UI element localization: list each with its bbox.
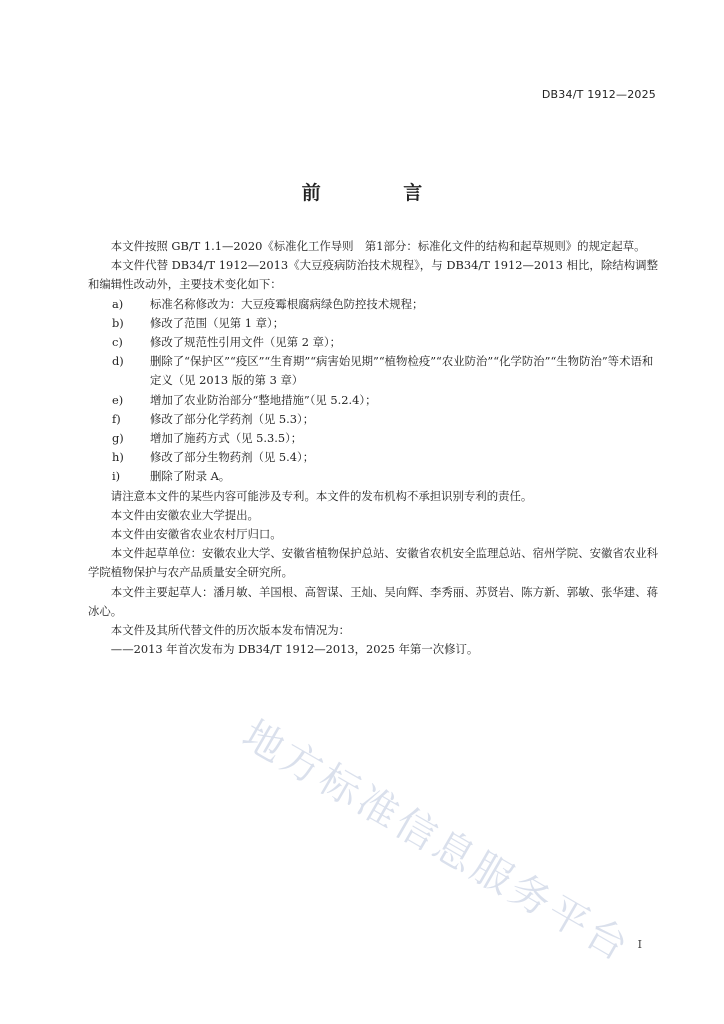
list-item-text: 增加了农业防治部分“整地措施”（见 5.2.4）； <box>150 392 377 407</box>
list-item-text: 标准名称修改为：大豆疫霉根腐病绿色防控技术规程； <box>150 296 424 311</box>
page-title: 前 言 <box>301 182 461 204</box>
page-number: I <box>637 938 642 951</box>
paragraph-version-history: ——2013 年首次发布为 DB34/T 1912—2013，2025 年第一次修订。 <box>110 642 479 657</box>
paragraph-version-history-intro: 本文件及其所代替文件的历次版本发布情况为： <box>110 623 351 638</box>
list-item-text: 修改了规范性引用文件（见第 2 章）； <box>150 335 342 350</box>
list-item <box>112 314 658 333</box>
list-item-text: 删除了“保护区”“疫区”“生育期”“病害始见期”“植物检疫”“农业防治”“化学防治”“生物防治”等术语和定义（见 2013 版的第 3 章） <box>150 354 654 388</box>
paragraph-drafters: 本文件主要起草人：潘月敏、羊国根、高智谋、王灿、吴向辉、李秀丽、苏贤岩、陈方新、郭敏、张华建、蒋冰心。 <box>88 584 658 618</box>
paragraph-drafting-units: 本文件起草单位：安徽农业大学、安徽省植物保护总站、安徽省农机安全监理总站、宿州学院、安徽省农业科学院植物保护与农产品质量安全研究所。 <box>88 546 658 580</box>
list-item <box>112 429 658 448</box>
paragraph-proposer: 本文件由安徽农业大学提出。 <box>110 507 259 522</box>
list-item-text: 增加了施药方式（见 5.3.5）； <box>150 431 303 446</box>
list-item-text: 删除了附录 A。 <box>150 469 231 484</box>
list-marker: b) <box>112 315 124 330</box>
foreword-body <box>88 237 658 659</box>
list-item-text: 修改了部分化学药剂（见 5.3）； <box>150 411 315 426</box>
list-item <box>112 448 658 467</box>
list-item <box>112 295 658 314</box>
list-marker: e) <box>112 392 124 407</box>
list-marker: h) <box>112 450 124 465</box>
list-item <box>112 333 658 352</box>
list-item <box>112 352 658 390</box>
list-marker: f) <box>112 411 121 426</box>
list-item <box>112 467 658 486</box>
list-item-text: 修改了部分生物药剂（见 5.4）； <box>150 450 315 465</box>
standard-code: DB34/T 1912—2025 <box>541 88 656 101</box>
list-marker: c) <box>112 335 123 350</box>
list-item <box>112 410 658 429</box>
list-marker: d) <box>112 354 124 369</box>
list-item-text: 修改了范围（见第 1 章）； <box>150 315 285 330</box>
list-item <box>112 391 658 410</box>
paragraph-drafting-rule: 本文件按照 GB/T 1.1—2020《标准化工作导则 第1部分：标准化文件的结构和起草规则》的规定起草。 <box>110 239 646 253</box>
paragraph-administrator: 本文件由安徽省农业农村厅归口。 <box>110 527 282 542</box>
paragraph-replacement: 本文件代替 DB34/T 1912—2013《大豆疫病防治技术规程》，与 DB34/T 1912—2013 相比，除结构调整和编辑性改动外，主要技术变化如下： <box>88 258 658 292</box>
watermark: 地方标准信息服务平台 <box>234 711 639 972</box>
list-marker: i) <box>112 469 121 484</box>
change-list <box>88 295 658 487</box>
list-marker: g) <box>112 431 124 446</box>
list-marker: a) <box>112 296 124 311</box>
paragraph-patent-notice: 请注意本文件的某些内容可能涉及专利。本文件的发布机构不承担识别专利的责任。 <box>110 488 533 503</box>
